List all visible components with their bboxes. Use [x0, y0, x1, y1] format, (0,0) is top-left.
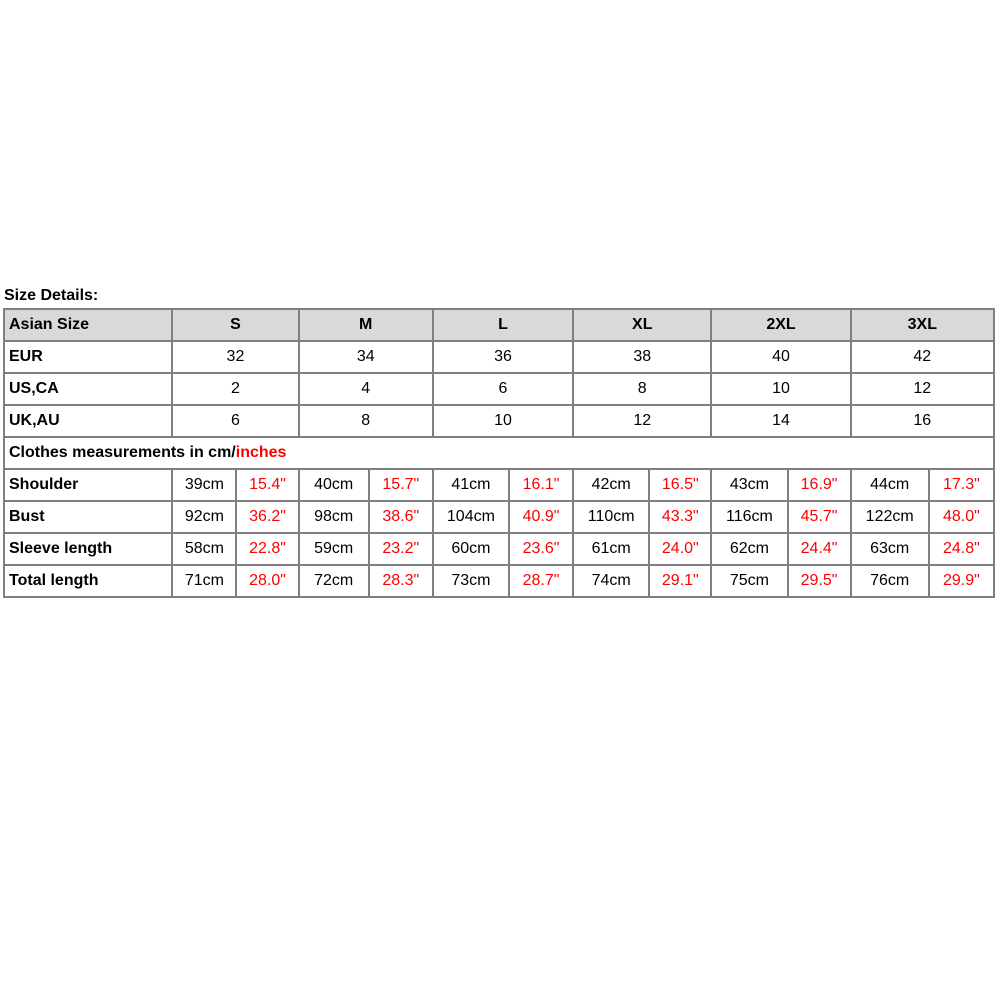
section-row — [4, 437, 994, 469]
conversion-label: UK,AU — [4, 405, 172, 437]
measurement-cm: 116cm — [711, 501, 787, 533]
conversion-value: 16 — [851, 405, 994, 437]
measurement-cm: 43cm — [711, 469, 787, 501]
measurement-cm: 58cm — [172, 533, 236, 565]
measurement-cm: 40cm — [299, 469, 369, 501]
conversion-row — [4, 373, 994, 405]
measurement-label: Bust — [4, 501, 172, 533]
size-header-cell: 2XL — [711, 309, 850, 341]
size-chart — [3, 284, 995, 598]
measurement-inches: 28.0" — [236, 565, 298, 597]
measurement-inches: 28.7" — [509, 565, 573, 597]
measurement-inches: 29.1" — [649, 565, 711, 597]
size-details-title: Size Details: — [4, 287, 99, 304]
conversion-label: EUR — [4, 341, 172, 373]
conversion-value: 2 — [172, 373, 298, 405]
conversion-value: 10 — [711, 373, 850, 405]
conversion-value: 12 — [851, 373, 994, 405]
measurement-row — [4, 533, 994, 565]
measurement-cm: 74cm — [573, 565, 649, 597]
measurement-inches: 16.5" — [649, 469, 711, 501]
asian-size-label: Asian Size — [4, 309, 172, 341]
measurement-cm: 60cm — [433, 533, 509, 565]
size-header-cell: S — [172, 309, 298, 341]
conversion-value: 8 — [299, 405, 433, 437]
measurement-cm: 42cm — [573, 469, 649, 501]
conversion-value: 34 — [299, 341, 433, 373]
measurement-inches: 17.3" — [929, 469, 994, 501]
measurement-inches: 15.7" — [369, 469, 433, 501]
measurement-inches: 16.9" — [788, 469, 851, 501]
size-header-cell: 3XL — [851, 309, 994, 341]
measurement-cm: 122cm — [851, 501, 929, 533]
measurement-row — [4, 469, 994, 501]
size-header-row — [4, 309, 994, 341]
measurement-cm: 92cm — [172, 501, 236, 533]
measurement-cm: 75cm — [711, 565, 787, 597]
section-text: Clothes measurements in cm/ — [9, 444, 236, 461]
measurement-inches: 24.4" — [788, 533, 851, 565]
measurement-label: Sleeve length — [4, 533, 172, 565]
size-header-cell: L — [433, 309, 573, 341]
measurement-cm: 62cm — [711, 533, 787, 565]
measurement-inches: 38.6" — [369, 501, 433, 533]
measurement-inches: 36.2" — [236, 501, 298, 533]
measurement-inches: 22.8" — [236, 533, 298, 565]
conversion-value: 14 — [711, 405, 850, 437]
measurement-label: Shoulder — [4, 469, 172, 501]
size-table — [3, 308, 995, 598]
conversion-value: 12 — [573, 405, 711, 437]
size-header-cell: M — [299, 309, 433, 341]
conversion-value: 10 — [433, 405, 573, 437]
section-highlight: inches — [235, 444, 287, 461]
conversion-value: 6 — [172, 405, 298, 437]
measurement-inches: 24.0" — [649, 533, 711, 565]
conversion-row — [4, 405, 994, 437]
measurement-row — [4, 565, 994, 597]
measurement-cm: 104cm — [433, 501, 509, 533]
conversion-value: 6 — [433, 373, 573, 405]
measurement-inches: 23.6" — [509, 533, 573, 565]
measurements-section-heading — [4, 437, 994, 469]
measurement-cm: 41cm — [433, 469, 509, 501]
measurement-cm: 73cm — [433, 565, 509, 597]
measurement-cm: 98cm — [299, 501, 369, 533]
measurement-inches: 23.2" — [369, 533, 433, 565]
measurement-inches: 29.5" — [788, 565, 851, 597]
conversion-row — [4, 341, 994, 373]
measurement-inches: 48.0" — [929, 501, 994, 533]
conversion-value: 36 — [433, 341, 573, 373]
conversion-value: 4 — [299, 373, 433, 405]
measurements-body — [4, 469, 994, 597]
size-header-cell: XL — [573, 309, 711, 341]
measurement-cm: 76cm — [851, 565, 929, 597]
measurement-inches: 24.8" — [929, 533, 994, 565]
measurement-inches: 29.9" — [929, 565, 994, 597]
measurement-inches: 45.7" — [788, 501, 851, 533]
measurement-label: Total length — [4, 565, 172, 597]
measurement-cm: 44cm — [851, 469, 929, 501]
measurement-inches: 28.3" — [369, 565, 433, 597]
measurement-cm: 72cm — [299, 565, 369, 597]
measurement-row — [4, 501, 994, 533]
conversion-value: 40 — [711, 341, 850, 373]
measurement-inches: 15.4" — [236, 469, 298, 501]
measurement-cm: 71cm — [172, 565, 236, 597]
measurement-inches: 40.9" — [509, 501, 573, 533]
measurement-cm: 59cm — [299, 533, 369, 565]
measurement-cm: 39cm — [172, 469, 236, 501]
conversion-value: 32 — [172, 341, 298, 373]
conversion-value: 38 — [573, 341, 711, 373]
conversion-value: 42 — [851, 341, 994, 373]
measurement-inches: 16.1" — [509, 469, 573, 501]
measurement-cm: 63cm — [851, 533, 929, 565]
measurement-cm: 110cm — [573, 501, 649, 533]
conversion-value: 8 — [573, 373, 711, 405]
measurement-cm: 61cm — [573, 533, 649, 565]
conversion-label: US,CA — [4, 373, 172, 405]
measurement-inches: 43.3" — [649, 501, 711, 533]
